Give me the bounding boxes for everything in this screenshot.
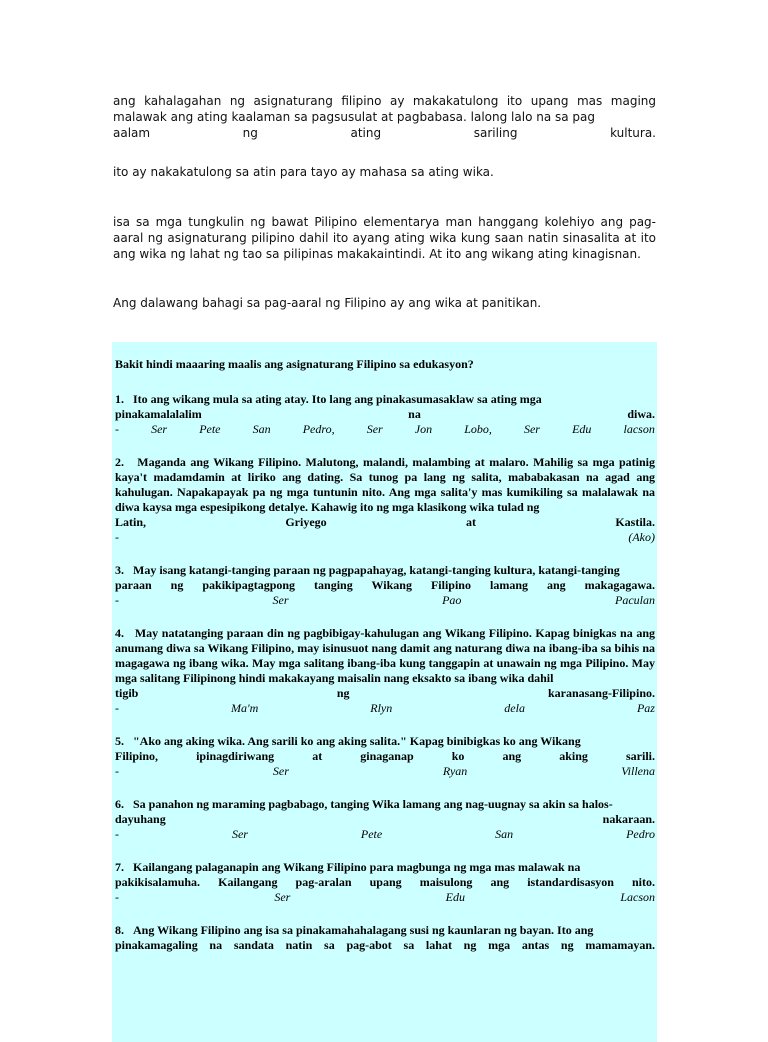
answer-attribution	[115, 530, 655, 545]
answer-text-a: Kailangang palaganapin ang Wikang Filipino para magbunga ng mga mas malawak na	[133, 860, 581, 874]
list-item	[115, 797, 655, 842]
intro-section	[113, 93, 656, 311]
answer-text-a: Ang Wikang Filipino ang isa sa pinakamahahalagang susi ng kaunlaran ng bayan. Ito ang	[133, 923, 594, 937]
attribution-word: Ser	[272, 593, 289, 607]
attribution-word: -	[115, 890, 119, 904]
answer-number: 1.	[115, 392, 124, 406]
intro-paragraph-1-text-b: aalam ng ating sariling kultura.	[113, 126, 656, 140]
answer-text-b: paraan ng pakikipagtagpong tanging Wikang Filipino lamang ang makagagawa.	[115, 578, 655, 592]
attribution-word: Ryan	[442, 764, 468, 778]
attribution-word: -	[115, 593, 119, 607]
question-box	[112, 342, 657, 1042]
attribution-word: Jon	[414, 422, 433, 436]
attribution-word: Ser	[272, 764, 289, 778]
answer-text	[115, 455, 655, 530]
answer-text-a: May isang katangi-tanging paraan ng pagpapahayag, katangi-tanging kultura, katangi-tanging	[133, 563, 620, 577]
answer-text	[115, 626, 655, 701]
answer-text-b: pinakamagaling na sandata natin sa pag-abot sa lahat ng mga antas ng mamamayan.	[115, 938, 655, 952]
intro-paragraph-3: isa sa mga tungkulin ng bawat Pilipino elementarya man hanggang kolehiyo ang pag-aaral ng asignaturang pilipino dahil ito ayang ating wika kung saan natin sinasalita at ito ang wika ng lahat ng tao sa pilipinas makakaintindi. At ito ang wikang ating kinagisnan.	[113, 215, 656, 261]
attribution-word: Ser	[523, 422, 540, 436]
attribution-word: Ser	[274, 890, 291, 904]
list-item	[115, 626, 655, 716]
intro-paragraph-2: ito ay nakakatulong sa atin para tayo ay mahasa sa ating wika.	[113, 165, 494, 179]
attribution-word: lacson	[623, 422, 655, 436]
answer-attribution	[115, 827, 655, 842]
answer-text	[115, 563, 655, 593]
answer-number: 5.	[115, 734, 124, 748]
answer-attribution	[115, 422, 655, 437]
intro-paragraph-4: Ang dalawang bahagi sa pag-aaral ng Filipino ay ang wika at panitikan.	[113, 296, 542, 310]
answer-number: 3.	[115, 563, 124, 577]
answer-number: 8.	[115, 923, 124, 937]
answer-list	[115, 392, 655, 953]
list-item	[115, 734, 655, 779]
answer-attribution	[115, 593, 655, 608]
answer-text	[115, 734, 655, 764]
answer-text-b: Latin, Griyego at Kastila.	[115, 515, 655, 529]
list-item	[115, 563, 655, 608]
attribution-word: Pedro,	[302, 422, 335, 436]
answer-text-b: pinakamalalalim na diwa.	[115, 407, 655, 421]
attribution-word: Pete	[199, 422, 221, 436]
attribution-word: -	[115, 422, 119, 436]
answer-number: 4.	[115, 626, 124, 640]
answer-text	[115, 392, 655, 422]
answer-attribution	[115, 701, 655, 716]
attribution-word: Pedro	[626, 827, 655, 841]
attribution-word: Edu	[445, 890, 465, 904]
attribution-word: -	[115, 530, 119, 544]
attribution-word: (Ako)	[628, 530, 655, 544]
list-item	[115, 455, 655, 545]
attribution-word: Lacson	[620, 890, 655, 904]
answer-text-b: pakikisalamuha. Kailangang pag-aralan upang maisulong ang istandardisasyon nito.	[115, 875, 655, 889]
attribution-word: -	[115, 701, 119, 715]
answer-attribution	[115, 890, 655, 905]
attribution-word: Rlyn	[370, 701, 393, 715]
attribution-word: dela	[504, 701, 525, 715]
answer-text-a: Ito ang wikang mula sa ating atay. Ito lang ang pinakasumasaklaw sa ating mga	[133, 392, 542, 406]
list-item	[115, 923, 655, 953]
answer-text-b: dayuhang nakaraan.	[115, 812, 655, 826]
attribution-word: Villena	[621, 764, 655, 778]
answer-text-a: Sa panahon ng maraming pagbabago, tanging Wika lamang ang nag-uugnay sa akin sa halos-	[133, 797, 613, 811]
answer-number: 2.	[115, 455, 124, 469]
attribution-word: -	[115, 827, 119, 841]
attribution-word: Edu	[572, 422, 592, 436]
answer-attribution	[115, 764, 655, 779]
answer-text-a: May natatanging paraan din ng pagbibigay-kahulugan ang Wikang Filipino. Kapag binigkas na ang anumang diwa sa Wikang Filipino, may isinusuot nang damit ang naturang diwa na ibang-iba sa bihis na magagawa ng ibang wika. May mga salitang ibang-iba kung tanggapin at unawain ng mga Pilipino. May mga salitang Filipinong hindi makakayang maisalin nang eksakto sa ibang wika dahil	[115, 626, 656, 685]
answer-text-b: tigib ng karanasang-Filipino.	[115, 686, 655, 700]
answer-text	[115, 860, 655, 890]
attribution-word: San	[252, 422, 271, 436]
attribution-word: Pao	[442, 593, 462, 607]
answer-text-a: "Ako ang aking wika. Ang sarili ko ang aking salita." Kapag binibigkas ko ang Wikang	[133, 734, 581, 748]
attribution-word: Ser	[151, 422, 168, 436]
question-heading: Bakit hindi maaaring maalis ang asignaturang Filipino sa edukasyon?	[115, 357, 474, 371]
intro-paragraph-1-text-a: ang kahalagahan ng asignaturang filipino ay makakatulong ito upang mas maging malawak ang ating kaalaman sa pagsusulat at pagbabasa. lalong lalo na sa pag	[113, 94, 656, 124]
attribution-word: -	[115, 764, 119, 778]
attribution-word: Ser	[366, 422, 383, 436]
attribution-word: Lobo,	[464, 422, 492, 436]
answer-text-b: Filipino, ipinagdiriwang at ginaganap ko ang aking sarili.	[115, 749, 655, 763]
answer-text	[115, 923, 655, 953]
attribution-word: Paculan	[614, 593, 655, 607]
answer-text	[115, 797, 655, 827]
answer-number: 7.	[115, 860, 124, 874]
attribution-word: San	[495, 827, 514, 841]
answer-number: 6.	[115, 797, 124, 811]
attribution-word: Paz	[636, 701, 655, 715]
intro-paragraph-1	[113, 93, 656, 141]
attribution-word: Pete	[360, 827, 383, 841]
list-item	[115, 392, 655, 437]
attribution-word: Ma'm	[231, 701, 259, 715]
attribution-word: Ser	[231, 827, 248, 841]
list-item	[115, 860, 655, 905]
answer-text-a: Maganda ang Wikang Filipino. Malutong, malandi, malambing at malaro. Mahilig sa mga patinig kaya't madamdamin at liriko ang dating. Sa tunog pa lang ng salita, mababakasan na agad ang kahulugan. Napakapayak pa ng mga tuntunin nito. Ang mga salita'y mas kumikiling sa malalawak na diwa kaysa mga espesipikong detalye. Kahawig ito ng mga klasikong wika tulad ng	[115, 455, 655, 514]
